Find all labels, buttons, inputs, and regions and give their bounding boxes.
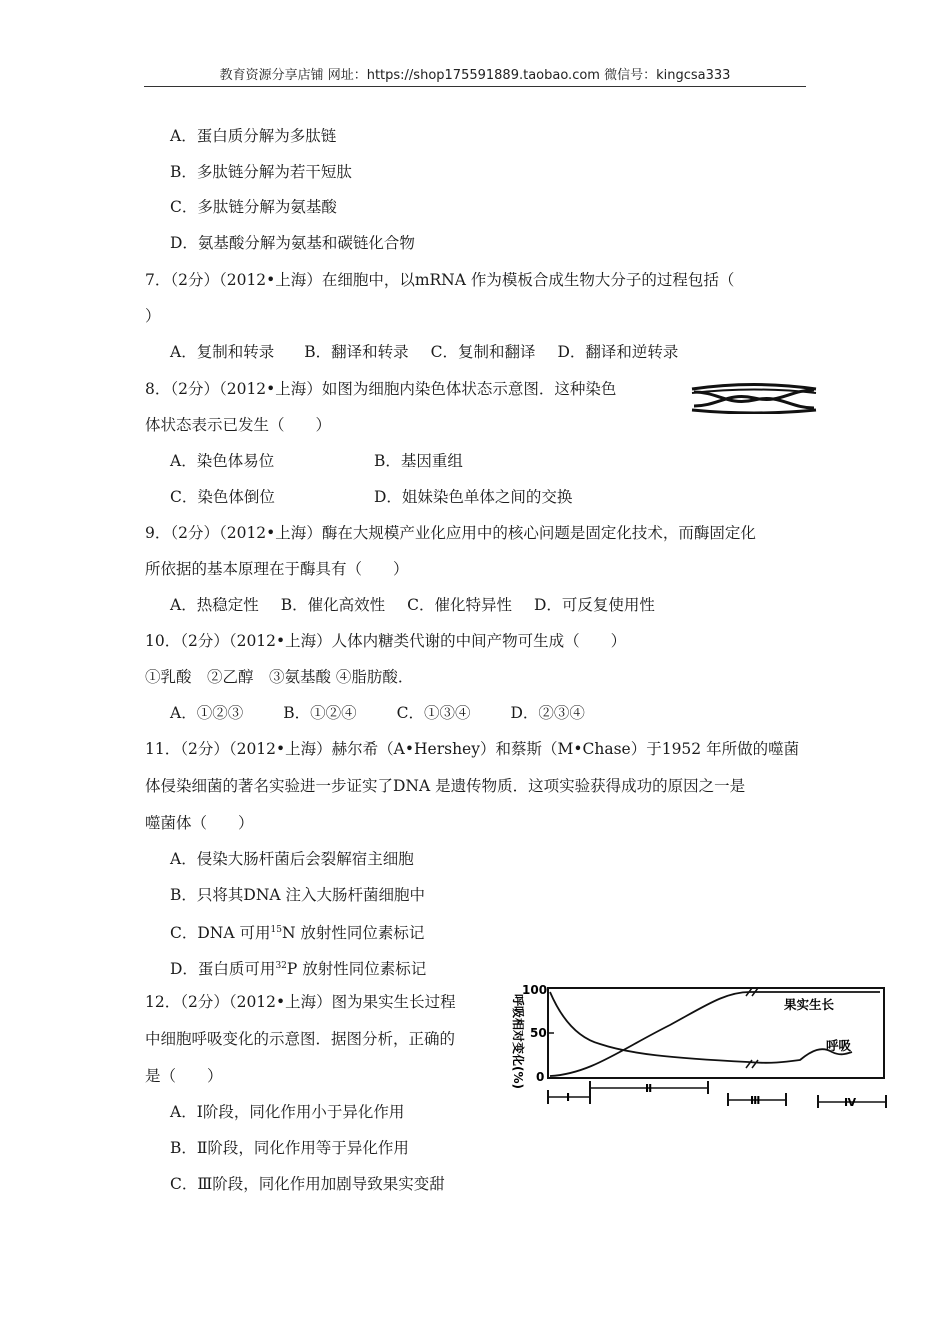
q9-stem-line2: 所依据的基本原理在于酶具有（ ）: [145, 560, 409, 578]
q7-stem-line2: ）: [145, 307, 161, 325]
q7-option-a: A．复制和转录: [170, 343, 275, 361]
q10-option-d: D．②③④: [510, 704, 585, 722]
q11-option-c-pre: C．DNA 可用: [170, 924, 271, 942]
q8-option-a: A．染色体易位: [170, 452, 275, 470]
q12-stem-line2: 中细胞呼吸变化的示意图．据图分析，正确的: [145, 1030, 456, 1048]
q11-option-c: [170, 920, 424, 943]
stage-4-label: Ⅳ: [844, 1096, 857, 1109]
header-divider: [144, 86, 806, 87]
q10-stem-line2: ①乳酸 ②乙醇 ③氨基酸 ④脂肪酸．: [145, 668, 414, 686]
q11-option-d-post: P 放射性同位素标记: [286, 960, 427, 978]
stage-2-label: Ⅱ: [645, 1082, 653, 1095]
q10-stem-line1: 10．（2分）（2012•上海）人体内糖类代谢的中间产物可生成（ ）: [145, 632, 627, 650]
q8-stem-line2: 体状态表示已发生（ ）: [145, 416, 332, 434]
q10-option-b: B．①②④: [283, 704, 357, 722]
q11-option-d: [170, 956, 426, 979]
graph-ylabel: 呼吸相对变化(%): [511, 994, 525, 1089]
q6-option-c: C．多肽链分解为氨基酸: [170, 198, 337, 216]
chromatid-cross-2: [694, 392, 814, 408]
q9-option-c: C．催化特异性: [407, 596, 512, 614]
q10-option-c: C．①③④: [396, 704, 471, 722]
q11-stem-line2: 体侵染细菌的著名实验进一步证实了DNA 是遗传物质．这项实验获得成功的原因之一是: [145, 777, 746, 795]
q6-option-b: B．多肽链分解为若干短肽: [170, 163, 352, 181]
q11-option-c-post: N 放射性同位素标记: [281, 924, 425, 942]
q8-option-b: B．基因重组: [374, 452, 463, 470]
curve-label-respiration: 呼吸: [826, 1038, 852, 1053]
graph-ytick-0: 0: [536, 1070, 545, 1084]
q11-stem-line3: 噬菌体（ ）: [145, 814, 254, 832]
graph-ytick-100: 100: [522, 983, 548, 997]
q11-option-c-isotope: 15: [270, 925, 282, 935]
curve-label-growth: 果实生长: [784, 997, 835, 1012]
q12-stem-line3: 是（ ）: [145, 1067, 223, 1085]
q6-option-d: D．氨基酸分解为氨基和碳链化合物: [170, 234, 415, 252]
q11-option-d-isotope: 32: [275, 961, 287, 971]
respiration-graph: [500, 980, 890, 1112]
q8-stem-line1: 8．（2分）（2012•上海）如图为细胞内染色体状态示意图．这种染色: [145, 380, 617, 398]
q12-stem-line1: 12．（2分）（2012•上海）图为果实生长过程: [145, 993, 456, 1011]
q7-option-b: B．翻译和转录: [304, 343, 409, 361]
q12-option-b: B．Ⅱ阶段，同化作用等于异化作用: [170, 1139, 409, 1157]
q9-option-d: D．可反复使用性: [533, 596, 655, 614]
q9-option-b: B．催化高效性: [280, 596, 386, 614]
q6-option-a: A．蛋白质分解为多肽链: [170, 127, 337, 145]
q11-option-a: A．侵染大肠杆菌后会裂解宿主细胞: [170, 850, 414, 868]
chromatid-outline-top: [692, 385, 816, 390]
q12-option-c: C．Ⅲ阶段，同化作用加剧导致果实变甜: [170, 1175, 445, 1193]
q7-option-d: D．翻译和逆转录: [557, 343, 679, 361]
stage-3-label: Ⅲ: [750, 1094, 761, 1107]
q9-stem-line1: 9．（2分）（2012•上海）酶在大规模产业化应用中的核心问题是固定化技术，而酶固定化: [145, 524, 756, 542]
chromatid-cross-1: [694, 390, 814, 406]
q8-option-d: D．姐妹染色单体之间的交换: [374, 488, 573, 506]
stage-1-label: Ⅰ: [566, 1091, 571, 1104]
graph-ytick-50: 50: [530, 1026, 547, 1040]
q10-option-a: A．①②③: [170, 704, 244, 722]
chromosome-diagram: [688, 382, 820, 414]
q8-option-c: C．染色体倒位: [170, 488, 275, 506]
q11-option-b: B．只将其DNA 注入大肠杆菌细胞中: [170, 886, 426, 904]
chromatid-outline-bottom: [692, 410, 816, 413]
q10-options-row: [170, 703, 585, 723]
q11-option-d-pre: D．蛋白质可用: [170, 960, 276, 978]
q7-stem-line1: 7．（2分）（2012•上海）在细胞中，以mRNA 作为模板合成生物大分子的过程包括（: [145, 271, 735, 289]
q7-options-row: [170, 342, 678, 362]
q11-stem-line1: 11．（2分）（2012•上海）赫尔希（A•Hershey）和蔡斯（M•Chase）于1952 年所做的噬菌: [145, 740, 800, 758]
q7-option-c: C．复制和翻译: [430, 343, 536, 361]
q12-option-a: A．Ⅰ阶段，同化作用小于异化作用: [170, 1103, 405, 1121]
page-header: 教育资源分享店铺 网址：https://shop175591889.taobao.com 微信号：kingcsa333: [219, 68, 731, 83]
q9-options-row: [170, 595, 655, 615]
q9-option-a: A．热稳定性: [170, 596, 259, 614]
